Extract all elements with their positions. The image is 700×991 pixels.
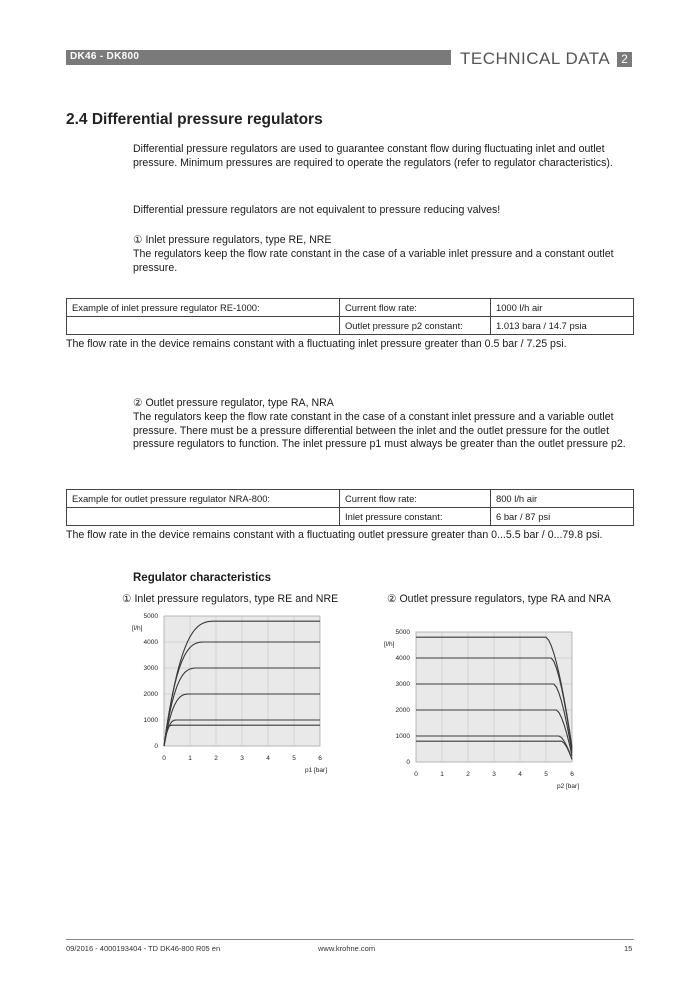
x-tick-label: 1 xyxy=(440,771,444,778)
footer-page-number: 15 xyxy=(624,944,633,953)
y-tick-label: 3000 xyxy=(143,665,158,672)
inlet-regulator-chart xyxy=(128,606,338,780)
x-tick-label: 2 xyxy=(214,755,218,762)
x-tick-label: 5 xyxy=(292,755,296,762)
y-tick-label: 5000 xyxy=(143,613,158,620)
x-tick-label: 6 xyxy=(318,755,322,762)
y-tick-label: 1000 xyxy=(395,733,410,740)
outlet-note: The flow rate in the device remains constant with a fluctuating outlet pressure greater than 0...5.5 bar / 0...79.8 psi. xyxy=(66,529,603,541)
x-tick-label: 1 xyxy=(188,755,192,762)
outlet-example-table xyxy=(66,489,634,526)
x-tick-label: 0 xyxy=(162,755,166,762)
inlet-text: The regulators keep the flow rate constant in the case of a variable inlet pressure and a constant outlet pressure. xyxy=(133,248,614,274)
outlet-heading: ② Outlet pressure regulator, type RA, NRA xyxy=(133,397,334,409)
footer-doc-id: 09/2016 - 4000193404 - TD DK46-800 R05 en xyxy=(66,944,221,953)
x-tick-label: 0 xyxy=(414,771,418,778)
row-value: 1000 l/h air xyxy=(491,299,634,317)
y-tick-label: 1000 xyxy=(143,717,158,724)
section-title: 2.4 Differential pressure regulators xyxy=(66,111,323,128)
table-row xyxy=(67,299,634,317)
header-section-title: TECHNICAL DATA xyxy=(460,49,611,68)
row-label: Outlet pressure p2 constant: xyxy=(340,317,491,335)
x-tick-label: 6 xyxy=(570,771,574,778)
y-tick-label: 0 xyxy=(154,743,158,750)
example-label: Example for outlet pressure regulator NRA-800: xyxy=(67,490,340,508)
x-tick-label: 3 xyxy=(492,771,496,778)
x-tick-label: 4 xyxy=(518,771,522,778)
y-tick-label: 3000 xyxy=(395,681,410,688)
inlet-note: The flow rate in the device remains constant with a fluctuating inlet pressure greater than 0.5 bar / 7.25 psi. xyxy=(66,338,567,350)
row-value: 1.013 bara / 14.7 psia xyxy=(491,317,634,335)
intro-warning: Differential pressure regulators are not equivalent to pressure reducing valves! xyxy=(133,204,501,216)
y-tick-label: 2000 xyxy=(143,691,158,698)
x-tick-label: 5 xyxy=(544,771,548,778)
header-product: DK46 - DK800 xyxy=(70,51,140,62)
row-label: Current flow rate: xyxy=(340,299,491,317)
outlet-regulator-chart xyxy=(380,622,590,794)
table-row xyxy=(67,508,634,526)
characteristics-title: Regulator characteristics xyxy=(133,572,272,584)
y-axis-label: [l/h] xyxy=(384,641,395,648)
row-value: 6 bar / 87 psi xyxy=(491,508,634,526)
header-chapter-badge: 2 xyxy=(617,52,632,67)
x-axis-label: p1 [bar] xyxy=(304,767,328,774)
y-tick-label: 4000 xyxy=(143,639,158,646)
row-label: Current flow rate: xyxy=(340,490,491,508)
y-tick-label: 2000 xyxy=(395,707,410,714)
y-axis-label: [l/h] xyxy=(132,625,143,632)
inlet-heading: ① Inlet pressure regulators, type RE, NRE xyxy=(133,234,332,246)
row-label: Inlet pressure constant: xyxy=(340,508,491,526)
x-tick-label: 2 xyxy=(466,771,470,778)
x-axis-label: p2 [bar] xyxy=(556,783,580,790)
x-tick-label: 4 xyxy=(266,755,270,762)
chart-1-title: ① Inlet pressure regulators, type RE and NRE xyxy=(122,593,339,605)
chart-2-title: ② Outlet pressure regulators, type RA and NRA xyxy=(387,593,611,605)
table-row xyxy=(67,317,634,335)
footer-rule xyxy=(66,939,634,940)
table-row xyxy=(67,490,634,508)
row-value: 800 l/h air xyxy=(491,490,634,508)
footer-url: www.krohne.com xyxy=(318,944,376,953)
example-label: Example of inlet pressure regulator RE-1000: xyxy=(67,299,340,317)
outlet-text: The regulators keep the flow rate constant in the case of a constant inlet pressure and a variable outlet pressure. There must be a pressure differential between the inlet and the outlet pressure for the outlet pressure regulators to function. The inlet pressure p1 must always be greater than the outlet pressure p2. xyxy=(133,411,626,451)
y-tick-label: 0 xyxy=(406,759,410,766)
y-tick-label: 4000 xyxy=(395,655,410,662)
y-tick-label: 5000 xyxy=(395,629,410,636)
x-tick-label: 3 xyxy=(240,755,244,762)
inlet-example-table xyxy=(66,298,634,335)
intro-paragraph: Differential pressure regulators are used to guarantee constant flow during fluctuating inlet and outlet pressure. Minimum pressures are required to operate the regulators (refer to regulator characteristics). xyxy=(133,143,613,169)
